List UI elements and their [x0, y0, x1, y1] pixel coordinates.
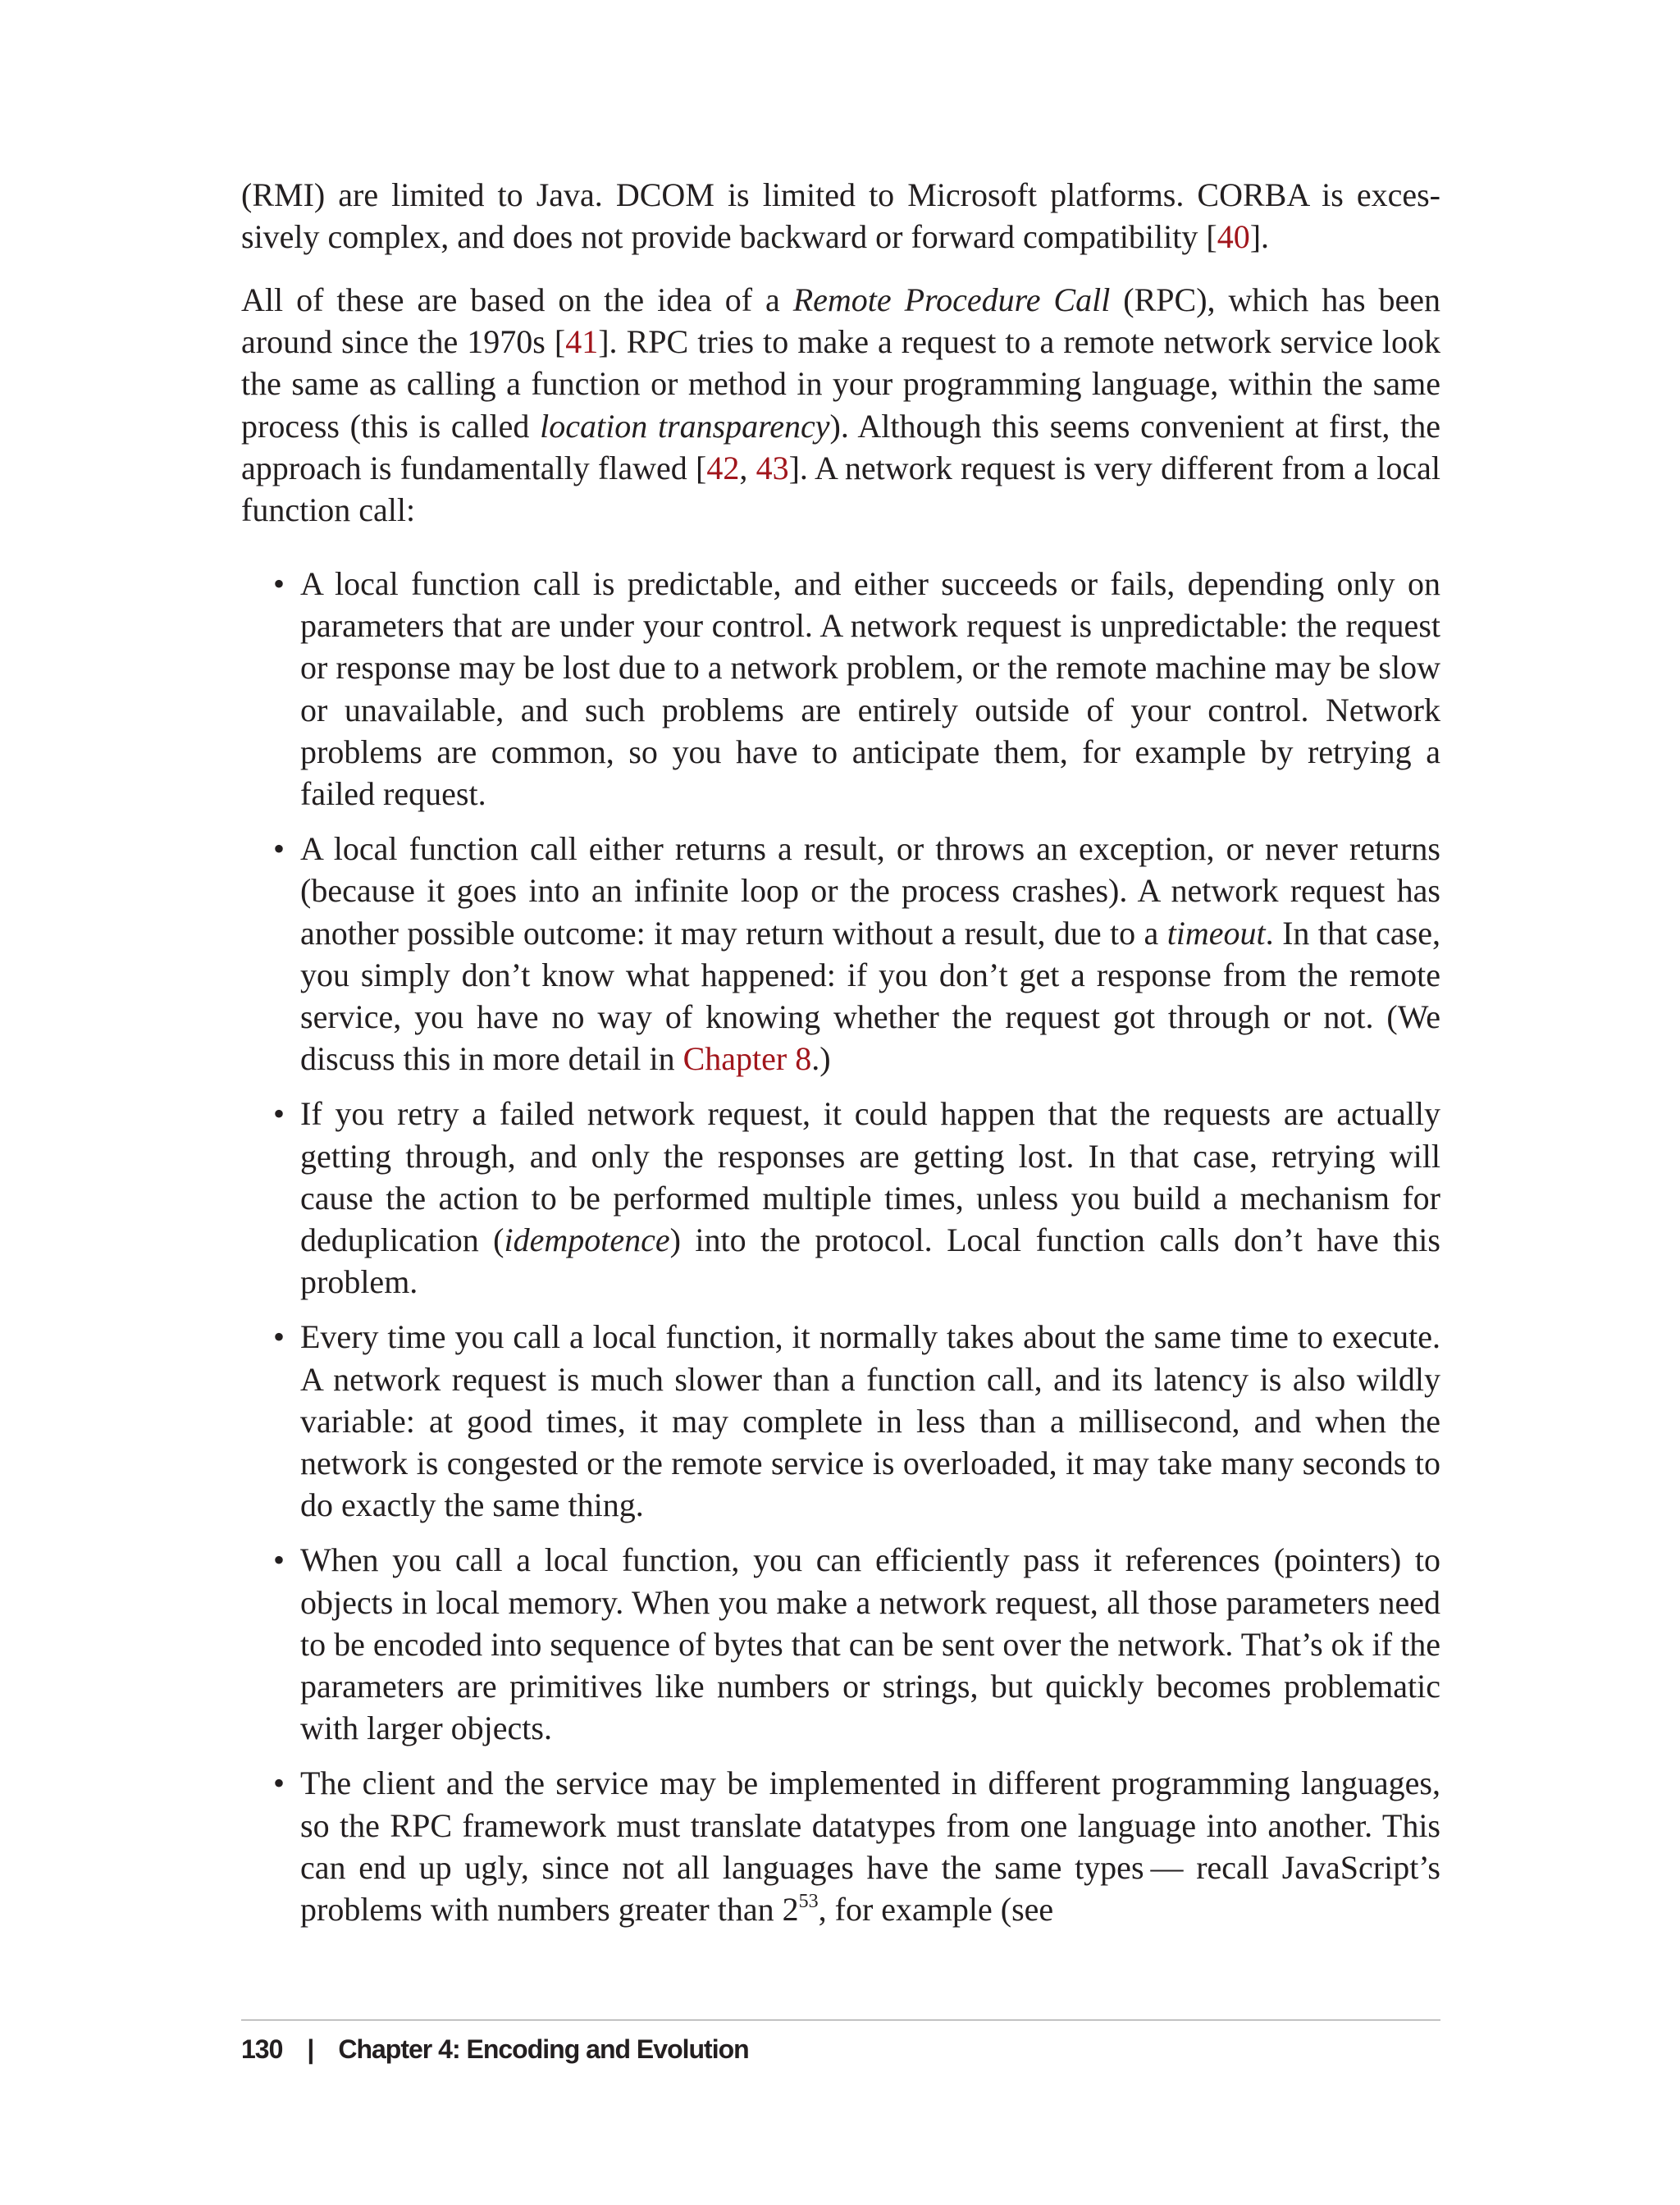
- bullet-6-seg-2: , for example (see: [818, 1891, 1054, 1929]
- chapter-8-link[interactable]: Chapter 8: [682, 1040, 812, 1078]
- exponent-53: 53: [798, 1891, 819, 1913]
- bullet-6-text: [300, 1762, 1440, 1930]
- list-item: [241, 828, 1440, 1080]
- bullet-2-seg-2: . In that case, you simply don’t know what happened: if you don’t get a response from the remote service, you have no way of knowing whether the request got through or not. (We discuss this in more detail in: [300, 914, 1440, 1078]
- paragraph-2-seg-1: All of these are based on the idea of a: [241, 281, 793, 318]
- page-number: 130: [241, 2034, 283, 2064]
- citation-40-link[interactable]: 40: [1217, 218, 1250, 256]
- paragraph-2-seg-6: ]. A network request is very different from a local function call:: [241, 449, 1441, 529]
- bullet-3-seg-2: ) into the protocol. Local function calls don’t have this problem.: [300, 1221, 1440, 1301]
- paragraph-2-seg-4: ). Although this seems convenient at first, the approach is fundamentally flawed [: [241, 407, 1440, 486]
- bullet-icon: •: [272, 565, 285, 602]
- bullet-2-seg-3: .): [811, 1040, 831, 1078]
- bullet-1-text: A local function call is predictable, and either succeeds or fails, depending only on parameters that are under your control. A network request is unpredictable: the request or response may be lost due to a network problem, or the remote machine may be slow or unavailable, and such problems are entirely outside of your control. Network problems are common, so you have to anticipate them, for example by retrying a failed request.: [300, 565, 1440, 813]
- bullet-2-text: [300, 828, 1440, 1080]
- rpc-problems-list: [241, 563, 1440, 1943]
- paragraph-2-seg-2: (RPC), which has been around since the 1970s [: [241, 281, 1440, 361]
- bullet-icon: •: [272, 1318, 285, 1356]
- citation-43-link[interactable]: 43: [756, 449, 789, 486]
- bullet-6-seg-1: The client and the service may be implemented in different programming languages, so the RPC framework must translate datatypes from one language into another. This can end up ugly, since not all languages have the same types — recall JavaScript’s problems with numbers greater than 2: [300, 1764, 1440, 1929]
- term-idempotence: idempotence: [504, 1221, 670, 1259]
- bullet-icon: •: [272, 830, 285, 868]
- paragraph-1-text: (RMI) are limited to Java. DCOM is limited to Microsoft platforms. CORBA is excessively complex, and does not provide backward or forward compatibility: [241, 176, 1440, 256]
- bullet-2-seg-1: A local function call either returns a result, or throws an exception, or never returns (because it goes into an infinite loop or the process crashes). A network request has another possible outcome: it may return without a result, due to a: [300, 830, 1440, 952]
- list-item: [241, 563, 1440, 815]
- term-timeout: timeout: [1166, 914, 1266, 952]
- bullet-icon: •: [272, 1541, 285, 1579]
- list-item: [241, 1762, 1440, 1930]
- bullet-5-text: When you call a local function, you can efficiently pass it references (pointers) to objects in local memory. When you make a network request, all those parameters need to be encoded into sequence of bytes that can be sent over the network. That’s ok if the parameters are primitives like numbers or strings, but quickly becomes problematic with larger objects.: [300, 1541, 1440, 1747]
- list-item: [241, 1093, 1440, 1303]
- paragraph-rpc-intro: [241, 279, 1440, 531]
- term-location-transparency: location transparency: [540, 407, 830, 445]
- bullet-4-text: Every time you call a local function, it normally takes about the same time to execute. A network request is much slower than a function call, and its latency is also wildly variable: at good times, it may complete in less than a millisecond, and when the network is congested or the remote service is overloaded, it may take many seconds to do exactly the same thing.: [300, 1318, 1440, 1524]
- list-item: [241, 1539, 1440, 1749]
- footer-separator: |: [307, 2034, 314, 2064]
- citation-41-link[interactable]: 41: [565, 323, 599, 361]
- term-remote-procedure-call: Remote Procedure Call: [792, 281, 1111, 318]
- citation-42-link[interactable]: 42: [706, 449, 740, 486]
- bullet-3-text: [300, 1093, 1440, 1303]
- list-item: [241, 1316, 1440, 1526]
- page-footer: [241, 2033, 749, 2066]
- chapter-title: Chapter 4: Encoding and Evolution: [338, 2034, 749, 2064]
- bullet-icon: •: [272, 1095, 285, 1133]
- paragraph-rmi-dcom-corba: (RMI) are limited to Java. DCOM is limited to Microsoft platforms. CORBA is excessively complex, and does not provide backward or forward compatibility [40].: [241, 176, 1440, 256]
- bullet-3-seg-1: If you retry a failed network request, it could happen that the requests are actually getting through, and only the responses are getting lost. In that case, retrying will cause the action to be performed multiple times, unless you build a mechanism for deduplication (: [300, 1095, 1440, 1259]
- paragraph-2-seg-5: ,: [739, 449, 756, 486]
- paragraph-2-seg-3: ]. RPC tries to make a request to a remote network service look the same as calling a function or method in your programming language, within the same process (this is called: [241, 323, 1440, 445]
- bullet-icon: •: [272, 1764, 285, 1802]
